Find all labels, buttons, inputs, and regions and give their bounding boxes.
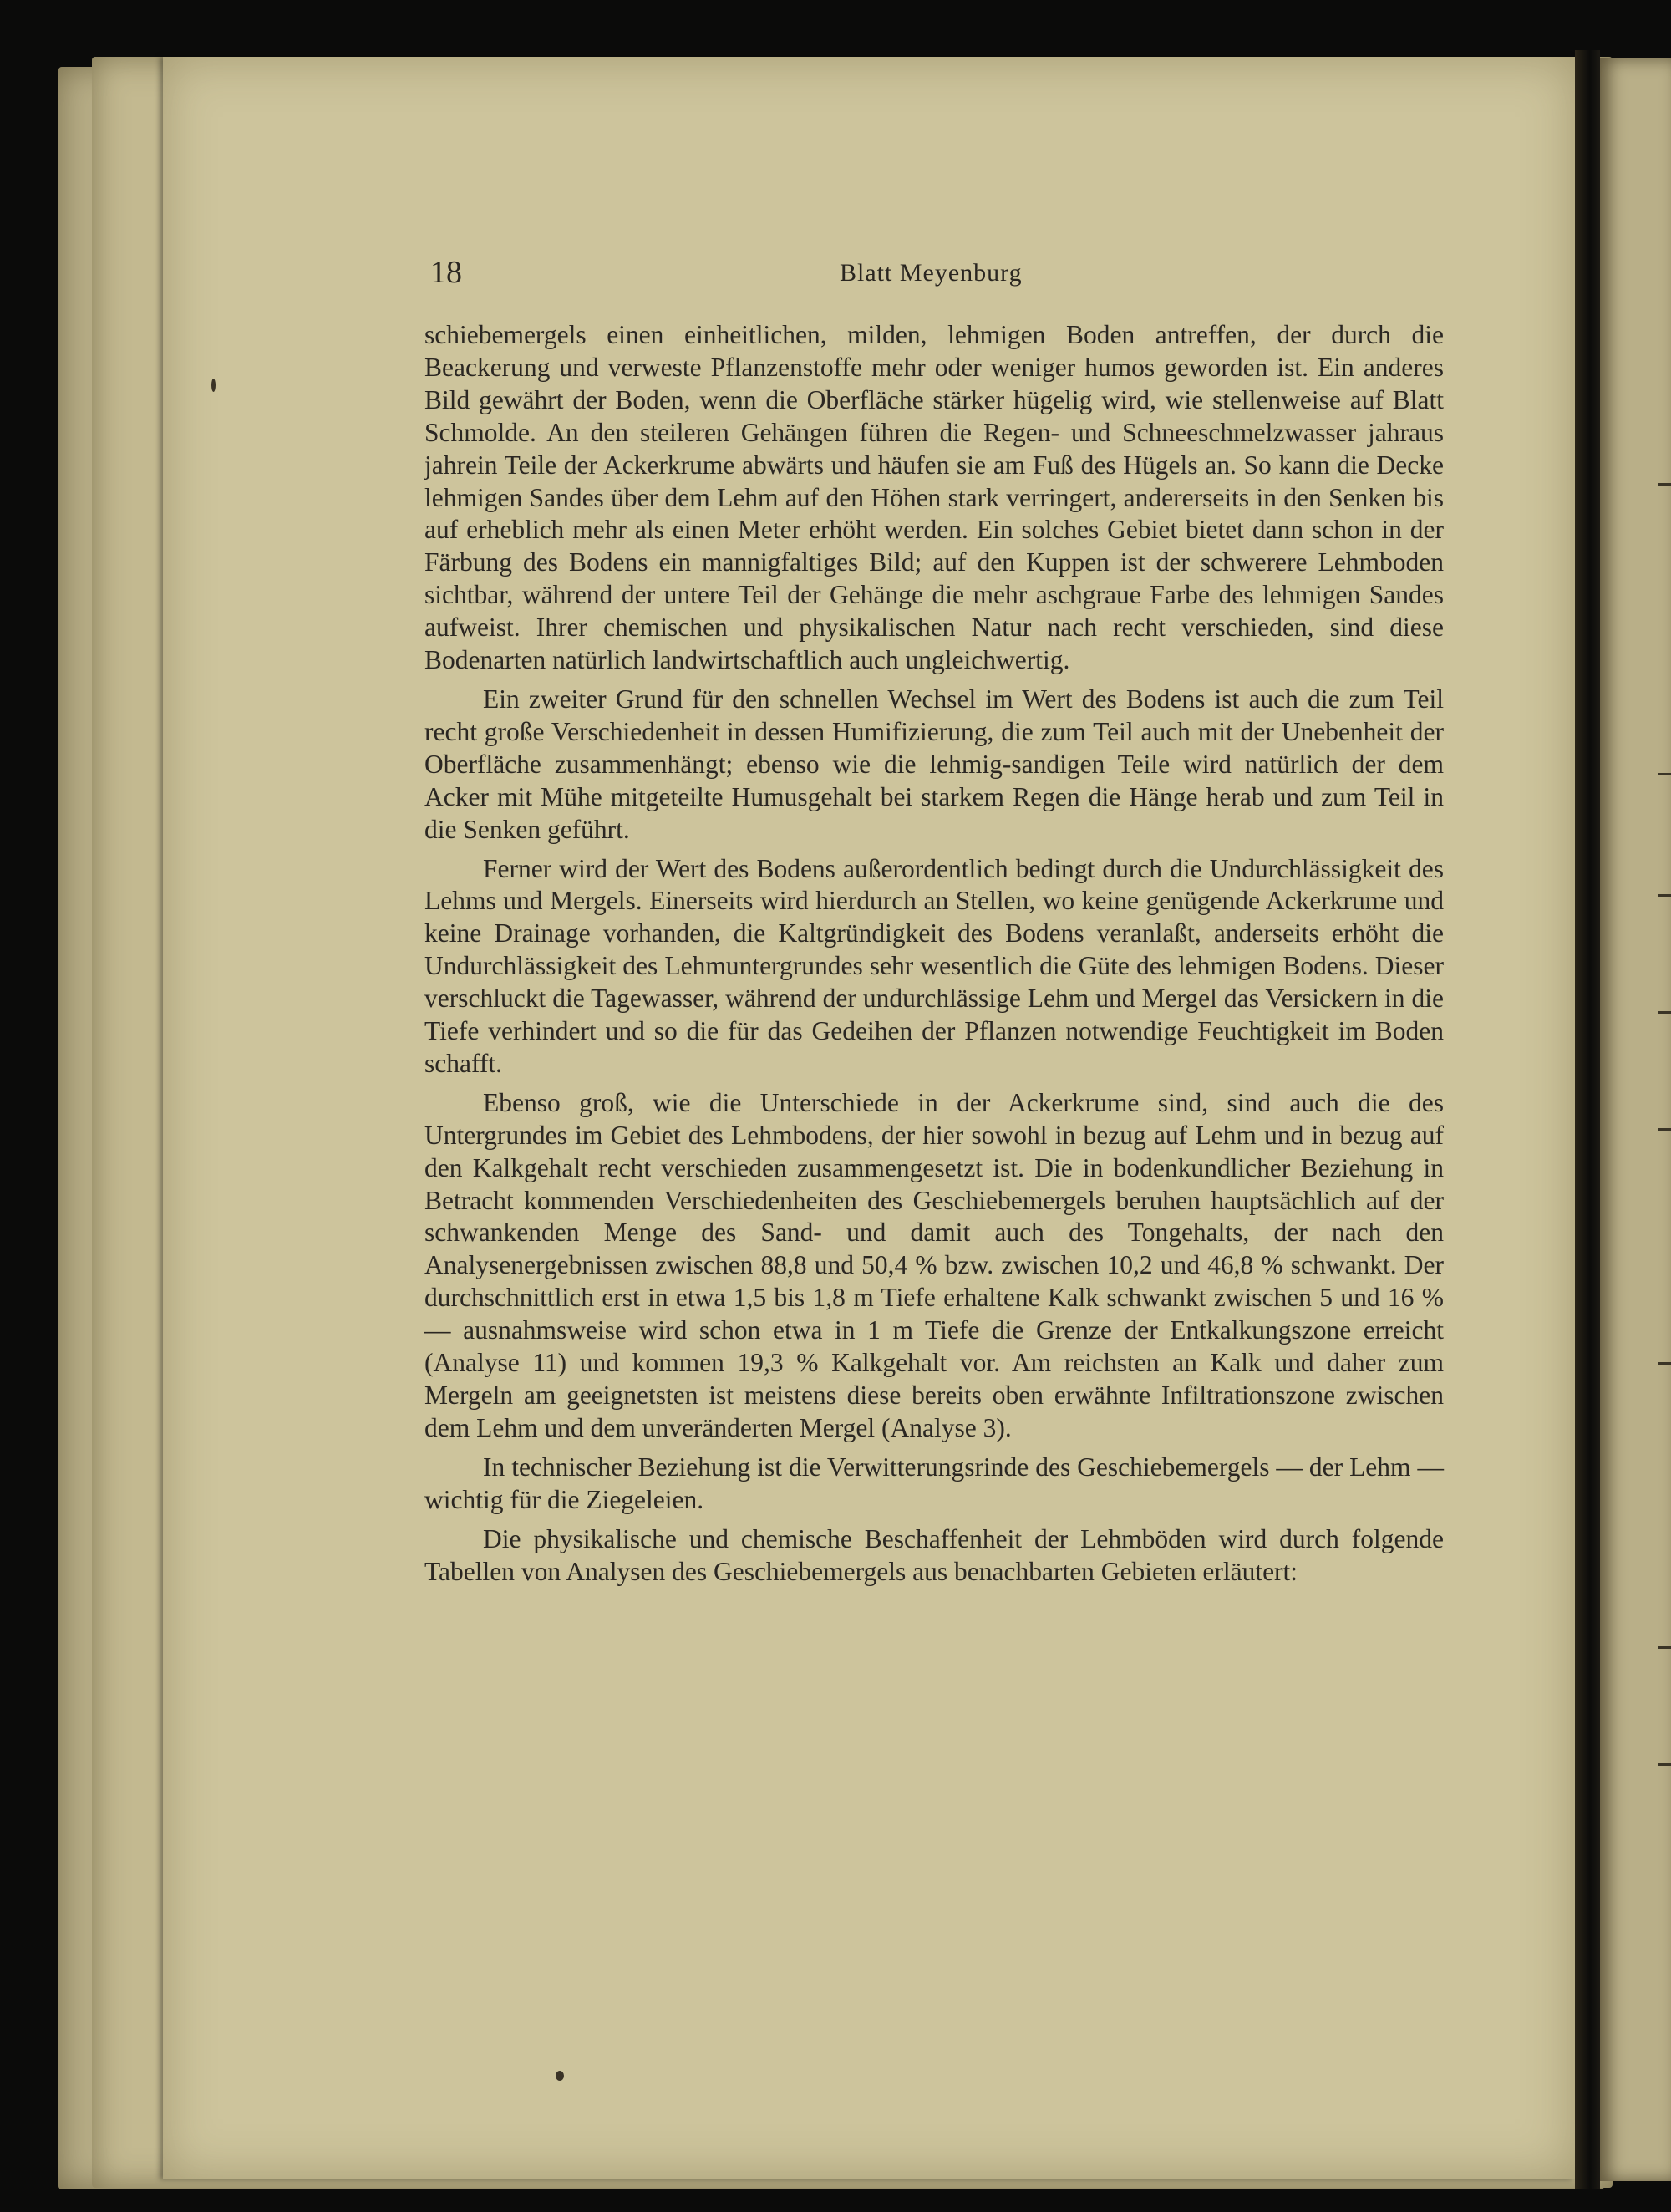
- ink-speck: [556, 2071, 564, 2081]
- paragraph-3: Ferner wird der Wert des Bodens außerordentlich bedingt durch die Undurchlässigkeit des Lehms und Mergels. Einerseits wird hierdurch an Stellen, wo keine genügende Ackerkrume und keine Drainage vorhanden, die Kaltgründigkeit des Bodens veranlaßt, anderseits erhöht die Undurchlässigkeit des Lehmuntergrundes sehr wesentlich die Güte des lehmigen Bodens. Dieser verschluckt die Tagewasser, während der undurchlässige Lehm und Mergel das Versickern in die Tiefe verhindert und so die für das Gedeihen der Pflanzen notwendige Feuchtigkeit im Boden schafft.: [424, 853, 1444, 1078]
- page-number: 18: [430, 255, 462, 290]
- book-gutter: [1575, 50, 1600, 2189]
- page-header: [430, 254, 1443, 296]
- edge-mark: [1658, 483, 1671, 486]
- paragraph-4: Ebenso groß, wie die Unterschiede in der Ackerkrume sind, sind auch die des Untergrundes im Gebiet des Lehmbodens, der hier sowohl in bezug auf Lehm und in bezug auf den Kalkgehalt recht verschieden zusammengesetzt ist. Die in bodenkundlicher Beziehung in Betracht kommenden Verschiedenheiten des Geschiebemergels beruhen hauptsächlich auf der schwankenden Menge des Sand- und damit auch des Tongehalts, der nach den Analysenergebnissen zwischen 88,8 und 50,4 % bzw. zwischen 10,2 und 46,8 % schwankt. Der durchschnittlich erst in etwa 1,5 bis 1,8 m Tiefe erhaltene Kalk schwankt zwischen 5 und 16 % — ausnahmsweise wird schon etwa in 1 m Tiefe die Grenze der Entkalkungszone erreicht (Analyse 11) und kommen 19,3 % Kalkgehalt vor. Am reichsten an Kalk und daher zum Mergeln am geeignetsten ist meistens diese bereits oben erwähnte Infiltrationszone zwischen dem Lehm und dem unveränderten Mergel (Analyse 3).: [424, 1087, 1444, 1442]
- edge-mark: [1658, 1362, 1671, 1365]
- paragraph-2: Ein zweiter Grund für den schnellen Wechsel im Wert des Bodens ist auch die zum Teil recht große Verschiedenheit in dessen Humifizierung, die zum Teil auch mit der Unebenheit der Oberfläche zusammenhängt; ebenso wie die lehmig-sandigen Teile wird natürlich der dem Acker mit Mühe mitgeteilte Humusgehalt bei starkem Regen die Hänge herab und zum Teil in die Senken geführt.: [424, 684, 1444, 844]
- paragraph-6: Die physikalische und chemische Beschaffenheit der Lehmböden wird durch folgende Tabellen von Analysen des Geschiebemergels aus benachbarten Gebieten erläutert:: [424, 1523, 1444, 1586]
- body-text: [424, 319, 1444, 1594]
- edge-mark: [1658, 1011, 1671, 1014]
- edge-mark: [1658, 894, 1671, 897]
- edge-mark: [1658, 773, 1671, 775]
- ink-speck: [211, 379, 216, 392]
- adjacent-page-edge: [1600, 58, 1671, 2181]
- paragraph-5: In technischer Beziehung ist die Verwitterungsrinde des Geschiebemergels — der Lehm — wichtig für die Ziegeleien.: [424, 1452, 1444, 1514]
- edge-mark: [1658, 1128, 1671, 1131]
- edge-mark: [1658, 1646, 1671, 1649]
- edge-mark: [1658, 1763, 1671, 1766]
- running-title: Blatt Meyenburg: [840, 259, 1023, 287]
- paragraph-1: schiebemergels einen einheitlichen, milden, lehmigen Boden antreffen, der durch die Beackerung und verweste Pflanzenstoffe mehr oder weniger humos geworden ist. Ein anderes Bild gewährt der Boden, wenn die Oberfläche stärker hügelig wird, wie stellenweise auf Blatt Schmolde. An den steileren Gehängen führen die Regen- und Schneeschmelzwasser jahraus jahrein Teile der Ackerkrume abwärts und häufen sie am Fuß des Hügels an. So kann die Decke lehmigen Sandes über dem Lehm auf den Höhen stark verringert, andererseits in den Senken bis auf erheblich mehr als einen Meter erhöht werden. Ein solches Gebiet bietet dann schon in der Färbung des Bodens ein mannigfaltiges Bild; auf den Kuppen ist der schwerere Lehmboden sichtbar, während der untere Teil der Gehänge die mehr aschgraue Farbe des lehmigen Sandes aufweist. Ihrer chemischen und physikalischen Natur nach recht verschieden, sind diese Bodenarten natürlich landwirtschaftlich auch ungleichwertig.: [424, 320, 1444, 675]
